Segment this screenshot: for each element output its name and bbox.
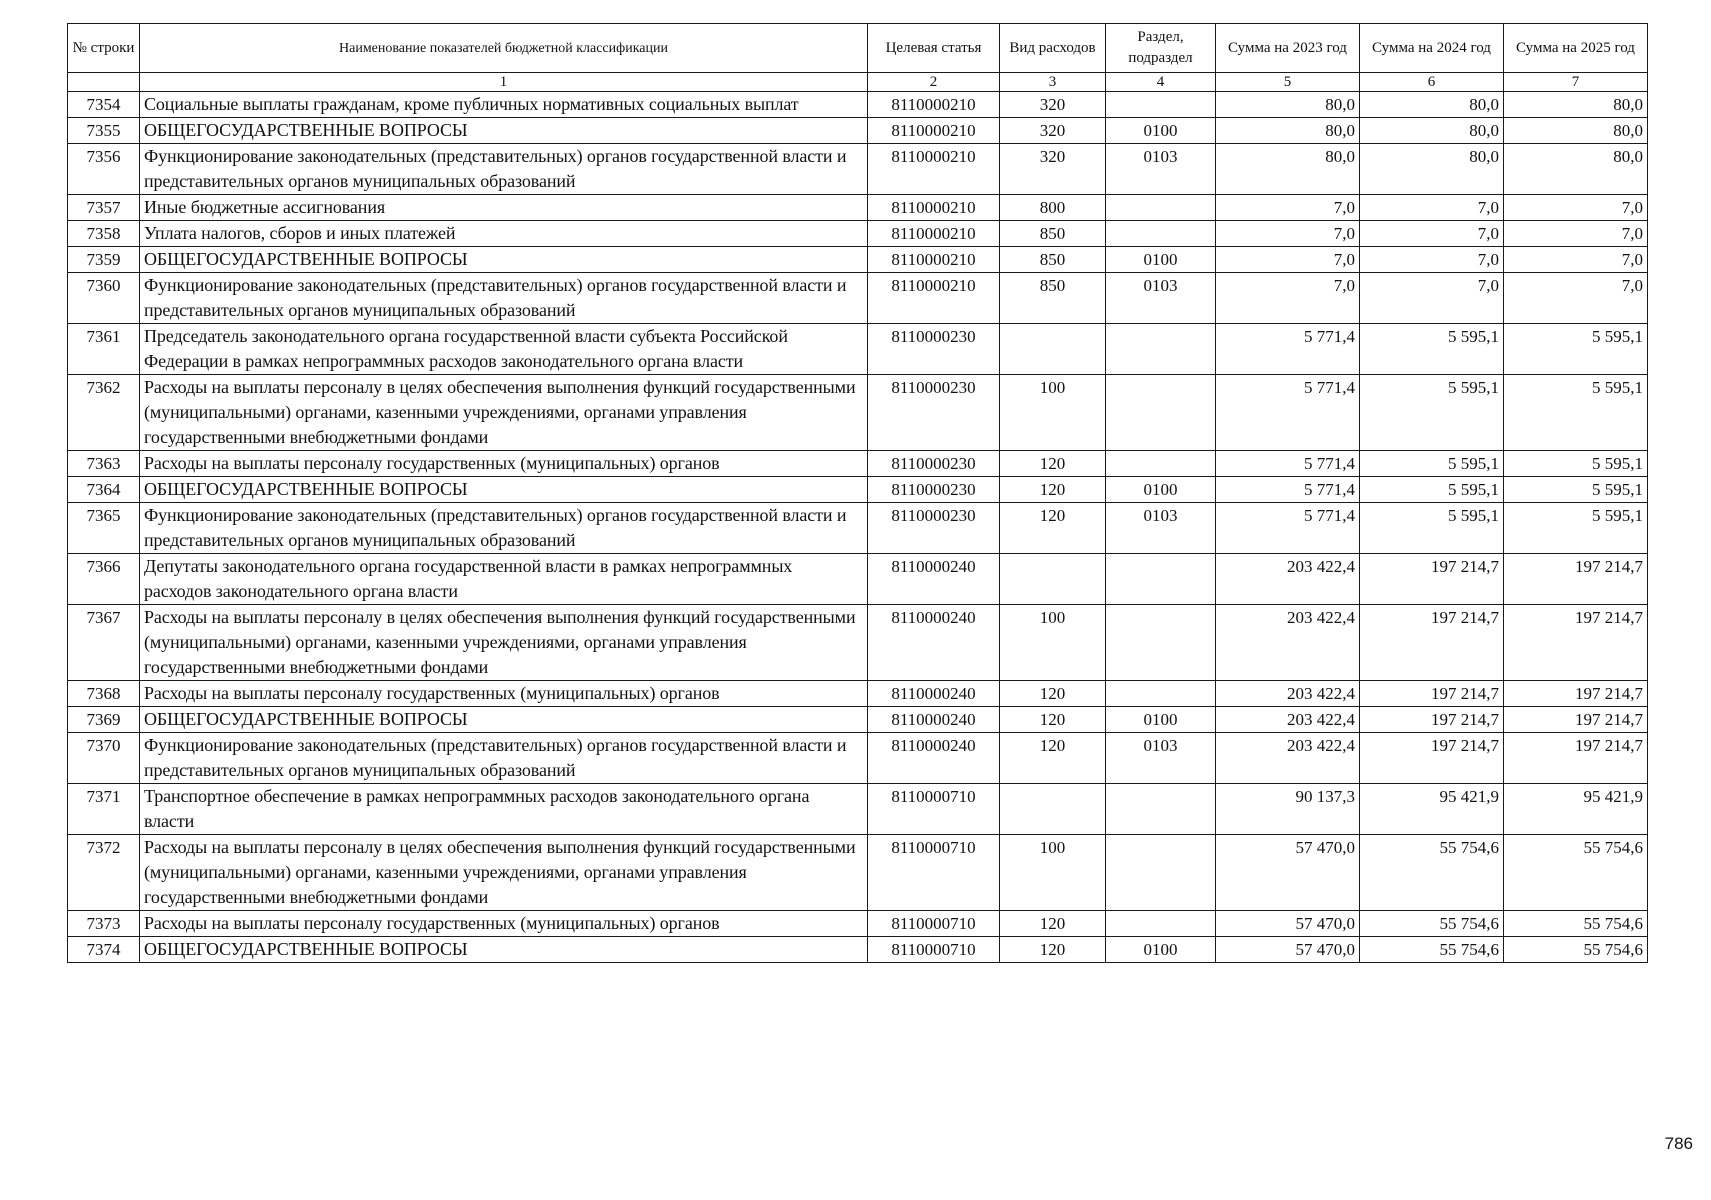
sum-2023: 5 771,4 [1216, 451, 1360, 477]
table-row [68, 451, 1648, 477]
column-index: 3 [1000, 73, 1106, 92]
sum-2023: 203 422,4 [1216, 707, 1360, 733]
sum-2023: 57 470,0 [1216, 937, 1360, 963]
expense-type: 120 [1000, 681, 1106, 707]
header-section: Раздел, подраздел [1106, 24, 1216, 73]
sum-2023: 7,0 [1216, 247, 1360, 273]
table-row [68, 273, 1648, 324]
section-code: 0100 [1106, 937, 1216, 963]
indicator-name: Функционирование законодательных (представительных) органов государственной власти и представительных органов муниципальных образований [140, 273, 868, 324]
indicator-name: Расходы на выплаты персоналу в целях обеспечения выполнения функций государственными (муниципальными) органами, казенными учреждениями, органами управления государственными внебюджетными фондами [140, 605, 868, 681]
sum-2023: 90 137,3 [1216, 784, 1360, 835]
expense-type: 100 [1000, 835, 1106, 911]
indicator-name: Функционирование законодательных (представительных) органов государственной власти и представительных органов муниципальных образований [140, 144, 868, 195]
row-number: 7360 [68, 273, 140, 324]
target-article: 8110000210 [868, 221, 1000, 247]
expense-type: 320 [1000, 118, 1106, 144]
sum-2025: 55 754,6 [1504, 835, 1648, 911]
row-number: 7356 [68, 144, 140, 195]
section-code: 0100 [1106, 247, 1216, 273]
indicator-name: Транспортное обеспечение в рамках непрограммных расходов законодательного органа власти [140, 784, 868, 835]
column-index: 1 [140, 73, 868, 92]
section-code [1106, 451, 1216, 477]
section-code: 0100 [1106, 118, 1216, 144]
indicator-name: ОБЩЕГОСУДАРСТВЕННЫЕ ВОПРОСЫ [140, 118, 868, 144]
indicator-name: Депутаты законодательного органа государственной власти в рамках непрограммных расходов законодательного органа власти [140, 554, 868, 605]
table-row [68, 733, 1648, 784]
header-target-article: Целевая статья [868, 24, 1000, 73]
sum-2023: 80,0 [1216, 118, 1360, 144]
row-number: 7372 [68, 835, 140, 911]
table-row [68, 118, 1648, 144]
sum-2024: 80,0 [1360, 144, 1504, 195]
table-row [68, 681, 1648, 707]
expense-type: 100 [1000, 605, 1106, 681]
indicator-name: Расходы на выплаты персоналу государственных (муниципальных) органов [140, 681, 868, 707]
row-number: 7361 [68, 324, 140, 375]
sum-2025: 5 595,1 [1504, 375, 1648, 451]
sum-2025: 197 214,7 [1504, 554, 1648, 605]
sum-2023: 203 422,4 [1216, 733, 1360, 784]
table-row [68, 324, 1648, 375]
sum-2025: 7,0 [1504, 273, 1648, 324]
row-number: 7363 [68, 451, 140, 477]
table-row [68, 92, 1648, 118]
column-index-row [68, 73, 1648, 92]
sum-2024: 55 754,6 [1360, 835, 1504, 911]
table-row [68, 835, 1648, 911]
expense-type: 850 [1000, 221, 1106, 247]
sum-2023: 7,0 [1216, 195, 1360, 221]
table-row [68, 937, 1648, 963]
page-number: 786 [1664, 1134, 1693, 1153]
target-article: 8110000230 [868, 503, 1000, 554]
section-code [1106, 835, 1216, 911]
target-article: 8110000210 [868, 144, 1000, 195]
target-article: 8110000710 [868, 911, 1000, 937]
sum-2025: 197 214,7 [1504, 733, 1648, 784]
sum-2025: 7,0 [1504, 221, 1648, 247]
expense-type: 120 [1000, 707, 1106, 733]
sum-2023: 80,0 [1216, 144, 1360, 195]
sum-2025: 5 595,1 [1504, 324, 1648, 375]
sum-2025: 197 214,7 [1504, 707, 1648, 733]
sum-2024: 7,0 [1360, 273, 1504, 324]
header-name: Наименование показателей бюджетной классификации [140, 24, 868, 73]
table-row [68, 503, 1648, 554]
table-row [68, 247, 1648, 273]
target-article: 8110000230 [868, 451, 1000, 477]
sum-2023: 7,0 [1216, 221, 1360, 247]
header-row [68, 24, 1648, 73]
column-index: 2 [868, 73, 1000, 92]
row-number: 7373 [68, 911, 140, 937]
row-number: 7366 [68, 554, 140, 605]
expense-type: 120 [1000, 451, 1106, 477]
indicator-name: Функционирование законодательных (представительных) органов государственной власти и представительных органов муниципальных образований [140, 503, 868, 554]
target-article: 8110000710 [868, 835, 1000, 911]
sum-2025: 80,0 [1504, 144, 1648, 195]
row-number: 7359 [68, 247, 140, 273]
target-article: 8110000230 [868, 375, 1000, 451]
expense-type: 320 [1000, 144, 1106, 195]
sum-2024: 80,0 [1360, 118, 1504, 144]
row-number: 7357 [68, 195, 140, 221]
sum-2025: 197 214,7 [1504, 605, 1648, 681]
row-number: 7371 [68, 784, 140, 835]
sum-2024: 197 214,7 [1360, 605, 1504, 681]
target-article: 8110000230 [868, 324, 1000, 375]
header-sum-2023: Сумма на 2023 год [1216, 24, 1360, 73]
expense-type: 850 [1000, 273, 1106, 324]
indicator-name: Социальные выплаты гражданам, кроме публичных нормативных социальных выплат [140, 92, 868, 118]
indicator-name: ОБЩЕГОСУДАРСТВЕННЫЕ ВОПРОСЫ [140, 707, 868, 733]
target-article: 8110000240 [868, 605, 1000, 681]
expense-type: 120 [1000, 503, 1106, 554]
expense-type: 320 [1000, 92, 1106, 118]
sum-2025: 55 754,6 [1504, 937, 1648, 963]
sum-2023: 203 422,4 [1216, 554, 1360, 605]
indicator-name: Уплата налогов, сборов и иных платежей [140, 221, 868, 247]
sum-2025: 80,0 [1504, 118, 1648, 144]
sum-2023: 5 771,4 [1216, 324, 1360, 375]
sum-2023: 5 771,4 [1216, 477, 1360, 503]
table-row [68, 221, 1648, 247]
sum-2023: 203 422,4 [1216, 681, 1360, 707]
sum-2025: 80,0 [1504, 92, 1648, 118]
sum-2024: 197 214,7 [1360, 554, 1504, 605]
expense-type: 120 [1000, 733, 1106, 784]
sum-2025: 5 595,1 [1504, 503, 1648, 554]
sum-2023: 7,0 [1216, 273, 1360, 324]
indicator-name: ОБЩЕГОСУДАРСТВЕННЫЕ ВОПРОСЫ [140, 247, 868, 273]
target-article: 8110000710 [868, 937, 1000, 963]
section-code [1106, 554, 1216, 605]
sum-2024: 7,0 [1360, 195, 1504, 221]
target-article: 8110000230 [868, 477, 1000, 503]
row-number: 7365 [68, 503, 140, 554]
sum-2025: 5 595,1 [1504, 477, 1648, 503]
expense-type: 120 [1000, 911, 1106, 937]
sum-2024: 5 595,1 [1360, 375, 1504, 451]
table-row [68, 784, 1648, 835]
sum-2024: 7,0 [1360, 221, 1504, 247]
column-index: 4 [1106, 73, 1216, 92]
indicator-name: Расходы на выплаты персоналу государственных (муниципальных) органов [140, 451, 868, 477]
column-index: 7 [1504, 73, 1648, 92]
row-number: 7362 [68, 375, 140, 451]
row-number: 7368 [68, 681, 140, 707]
indicator-name: Расходы на выплаты персоналу в целях обеспечения выполнения функций государственными (муниципальными) органами, казенными учреждениями, органами управления государственными внебюджетными фондами [140, 375, 868, 451]
table-row [68, 477, 1648, 503]
header-expense-type: Вид расходов [1000, 24, 1106, 73]
row-number: 7364 [68, 477, 140, 503]
expense-type: 120 [1000, 937, 1106, 963]
row-number: 7369 [68, 707, 140, 733]
sum-2024: 5 595,1 [1360, 503, 1504, 554]
sum-2025: 197 214,7 [1504, 681, 1648, 707]
section-code: 0103 [1106, 733, 1216, 784]
table-row [68, 375, 1648, 451]
column-index: 6 [1360, 73, 1504, 92]
target-article: 8110000210 [868, 118, 1000, 144]
section-code [1106, 92, 1216, 118]
table-row [68, 195, 1648, 221]
expense-type: 120 [1000, 477, 1106, 503]
expense-type: 100 [1000, 375, 1106, 451]
indicator-name: Расходы на выплаты персоналу государственных (муниципальных) органов [140, 911, 868, 937]
sum-2023: 57 470,0 [1216, 835, 1360, 911]
section-code [1106, 375, 1216, 451]
sum-2025: 5 595,1 [1504, 451, 1648, 477]
section-code [1106, 784, 1216, 835]
section-code [1106, 324, 1216, 375]
sum-2024: 55 754,6 [1360, 937, 1504, 963]
target-article: 8110000210 [868, 195, 1000, 221]
sum-2024: 95 421,9 [1360, 784, 1504, 835]
sum-2023: 203 422,4 [1216, 605, 1360, 681]
indicator-name: Расходы на выплаты персоналу в целях обеспечения выполнения функций государственными (муниципальными) органами, казенными учреждениями, органами управления государственными внебюджетными фондами [140, 835, 868, 911]
sum-2024: 80,0 [1360, 92, 1504, 118]
section-code: 0103 [1106, 144, 1216, 195]
target-article: 8110000210 [868, 273, 1000, 324]
expense-type [1000, 554, 1106, 605]
target-article: 8110000240 [868, 707, 1000, 733]
budget-table [67, 23, 1648, 963]
section-code: 0103 [1106, 503, 1216, 554]
indicator-name: Председатель законодательного органа государственной власти субъекта Российской Федерации в рамках непрограммных расходов законодательного органа власти [140, 324, 868, 375]
target-article: 8110000240 [868, 733, 1000, 784]
section-code: 0103 [1106, 273, 1216, 324]
expense-type: 850 [1000, 247, 1106, 273]
sum-2024: 55 754,6 [1360, 911, 1504, 937]
table-row [68, 144, 1648, 195]
row-number: 7354 [68, 92, 140, 118]
sum-2024: 7,0 [1360, 247, 1504, 273]
sum-2023: 57 470,0 [1216, 911, 1360, 937]
row-number: 7355 [68, 118, 140, 144]
row-number: 7367 [68, 605, 140, 681]
table-row [68, 911, 1648, 937]
section-code [1106, 911, 1216, 937]
target-article: 8110000210 [868, 247, 1000, 273]
header-sum-2024: Сумма на 2024 год [1360, 24, 1504, 73]
table-body [68, 92, 1648, 963]
table-row [68, 605, 1648, 681]
sum-2024: 5 595,1 [1360, 477, 1504, 503]
section-code: 0100 [1106, 477, 1216, 503]
sum-2025: 7,0 [1504, 247, 1648, 273]
sum-2024: 197 214,7 [1360, 733, 1504, 784]
sum-2023: 5 771,4 [1216, 503, 1360, 554]
sum-2025: 55 754,6 [1504, 911, 1648, 937]
indicator-name: ОБЩЕГОСУДАРСТВЕННЫЕ ВОПРОСЫ [140, 937, 868, 963]
section-code [1106, 605, 1216, 681]
target-article: 8110000240 [868, 681, 1000, 707]
target-article: 8110000710 [868, 784, 1000, 835]
sum-2024: 197 214,7 [1360, 707, 1504, 733]
row-number: 7370 [68, 733, 140, 784]
sum-2025: 7,0 [1504, 195, 1648, 221]
section-code: 0100 [1106, 707, 1216, 733]
table-row [68, 554, 1648, 605]
section-code [1106, 681, 1216, 707]
header-row-number: № строки [68, 24, 140, 73]
row-number: 7358 [68, 221, 140, 247]
table-row [68, 707, 1648, 733]
sum-2025: 95 421,9 [1504, 784, 1648, 835]
indicator-name: Иные бюджетные ассигнования [140, 195, 868, 221]
row-number: 7374 [68, 937, 140, 963]
section-code [1106, 195, 1216, 221]
section-code [1106, 221, 1216, 247]
target-article: 8110000240 [868, 554, 1000, 605]
column-index [68, 73, 140, 92]
header-sum-2025: Сумма на 2025 год [1504, 24, 1648, 73]
column-index: 5 [1216, 73, 1360, 92]
indicator-name: Функционирование законодательных (представительных) органов государственной власти и представительных органов муниципальных образований [140, 733, 868, 784]
expense-type [1000, 784, 1106, 835]
expense-type [1000, 324, 1106, 375]
sum-2024: 197 214,7 [1360, 681, 1504, 707]
indicator-name: ОБЩЕГОСУДАРСТВЕННЫЕ ВОПРОСЫ [140, 477, 868, 503]
sum-2023: 5 771,4 [1216, 375, 1360, 451]
sum-2024: 5 595,1 [1360, 324, 1504, 375]
sum-2024: 5 595,1 [1360, 451, 1504, 477]
sum-2023: 80,0 [1216, 92, 1360, 118]
target-article: 8110000210 [868, 92, 1000, 118]
expense-type: 800 [1000, 195, 1106, 221]
